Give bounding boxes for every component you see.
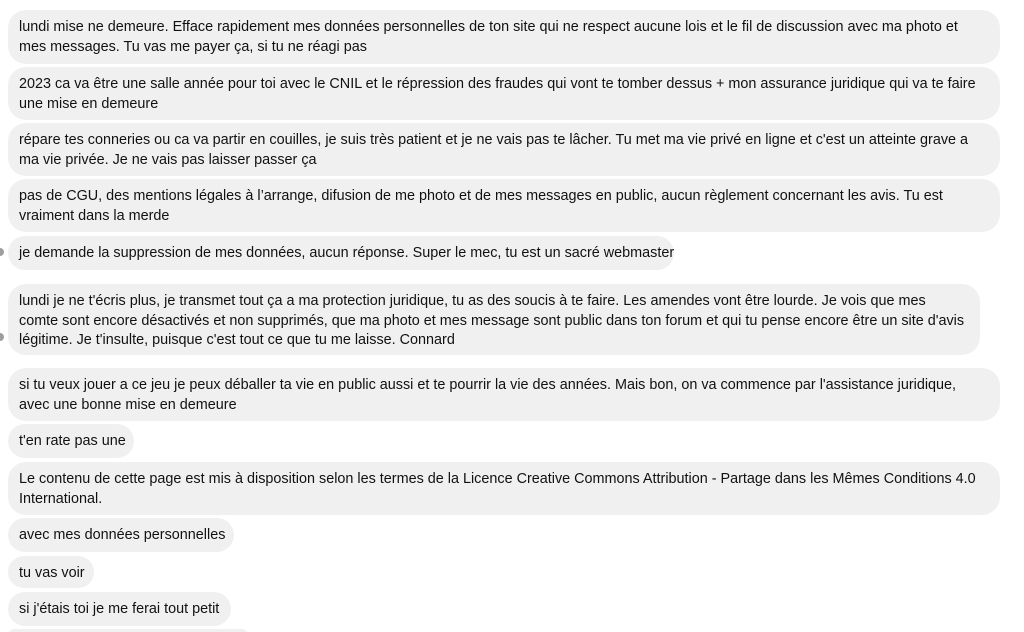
message-bubble: lundi mise ne demeure. Efface rapidement mes données personnelles de ton site qui ne respect aucune lois et le fil de discussion avec ma photo et mes messages. Tu vas me payer ça, si tu ne réagi pas <box>8 10 1000 64</box>
message-bubble: si j'étais toi je me ferai tout petit <box>8 592 231 626</box>
message-bubble: pas de CGU, des mentions légales à l’arrange, difusion de me photo et de mes messages en public, aucun règlement concernant les avis. Tu est vraiment dans la merde <box>8 179 1000 232</box>
message-bubble: 2023 ca va être une salle année pour toi avec le CNIL et le répression des fraudes qui vont te tomber dessus + mon assurance juridique qui va te faire une mise en demeure <box>8 67 1000 120</box>
message-bubble: tu vas voir <box>8 556 94 588</box>
message-bubble: t'en rate pas une <box>8 424 134 458</box>
message-bubble: avec mes données personnelles <box>8 518 234 552</box>
message-bubble: si tu veux jouer a ce jeu je peux déballer ta vie en public aussi et te pourrir la vie des années. Mais bon, on va commence par l'assistance juridique, avec une bonne mise en demeure <box>8 368 1000 421</box>
message-bubble: lundi je ne t'écris plus, je transmet tout ça a ma protection juridique, tu as des soucis à te faire. Les amendes vont être lourde. Je vois que mes comte sont encore désactivés et non supprimés, que ma photo et mes message sont public dans ton forum et qui tu pense encore être un site d'avis légitime. Je t'insulte, puisque c'est tout ce que tu me laisse. Connard <box>8 284 980 355</box>
message-bubble: répare tes conneries ou ca va partir en couilles, je suis très patient et je ne vais pas te lâcher. Tu met ma vie privé en ligne et c'est un atteinte grave a ma vie privée. Je ne vais pas laisser passer ça <box>8 123 1000 176</box>
message-bubble: Le contenu de cette page est mis à disposition selon les termes de la Licence Creative Commons Attribution - Partage dans les Mêmes Conditions 4.0 International. <box>8 462 1000 515</box>
message-marker-icon <box>0 333 4 341</box>
message-marker-icon <box>0 248 4 256</box>
message-bubble: je demande la suppression de mes données, aucun réponse. Super le mec, tu est un sacré webmaster <box>8 236 674 270</box>
